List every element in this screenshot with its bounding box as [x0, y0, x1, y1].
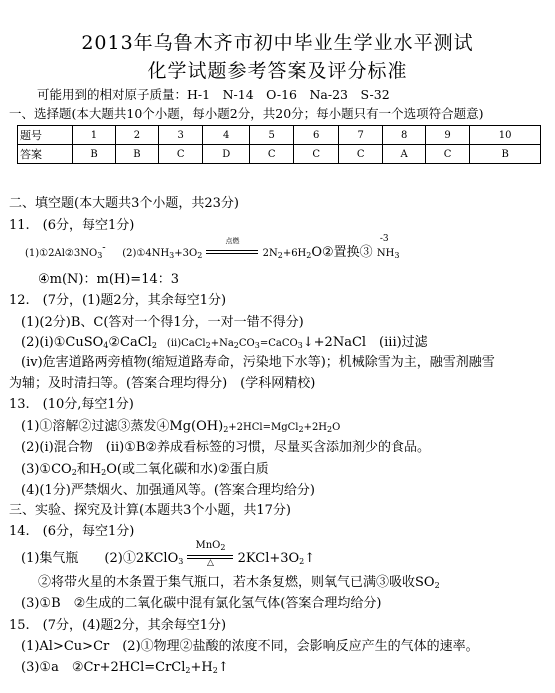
q12-heading: 12. (7分，(1)题2分，其余每空1分) [9, 293, 227, 308]
table-cell: 5 [249, 126, 294, 145]
q13-heading: 13. (10分,每空1分) [9, 397, 134, 412]
table-cell: 8 [383, 126, 425, 145]
q12-line-2: (2)(i)①CuSO$_4$②CaCl$_2$ $(ii)CaCl_2+Na_2CO_3=CaCO_3↓+2NaCl$ (iii)过滤 [21, 335, 428, 350]
table-cell: A [383, 145, 425, 164]
table-cell: 2 [115, 126, 158, 145]
document-subtitle: 化学试题参考答案及评分标准 [147, 60, 408, 82]
heat-catalyst-arrow: MnO$_2$ △ [187, 546, 233, 568]
reaction-arrow: 点燃 [206, 244, 258, 258]
atomic-masses: 可能用到的相对原子质量：H-1 N-14 O-16 Na-23 S-32 [37, 87, 390, 102]
table-row-numbers [18, 126, 541, 145]
table-cell: C [425, 145, 470, 164]
q14-line-1: (1)集气瓶 (2)①2KClO$_3$ MnO$_2$ △ $2KCl+3O_2↑$ [21, 540, 316, 568]
q14-heading: 14. (6分，每空1分) [9, 524, 135, 539]
table-row-answers [18, 145, 541, 164]
table-cell: 6 [294, 126, 339, 145]
q11-answer-line-2: ④m(N)：m(H)=14：3 [38, 272, 180, 287]
nh3-formula: -3 $NH_3$ [376, 234, 400, 260]
section-2-heading: 二、填空题(本大题共3个小题，共23分) [9, 196, 239, 211]
q13-line-3: $(3)①CO_2$和$H_2O$(或二氧化碳和水)②蛋白质 [21, 462, 269, 477]
q13-line-1: (1)①溶解②过滤③蒸发$④Mg(OH)_2+2HCl=MgCl_2+2H_2O$ [21, 419, 341, 434]
q14-line-3: (3)①B ②生成的二氧化碳中混有氯化氢气体(答案合理均给分) [21, 596, 382, 611]
q13-line-2: (2)(i)混合物 (ii)①B②养成看标签的习惯，尽量买含添加剂少的食品。 [21, 440, 431, 455]
table-cell: 10 [470, 126, 541, 145]
q12-line-1: (1)(2分)B、C(答对一个得1分，一对一错不得分) [21, 315, 304, 330]
table-cell: B [115, 145, 158, 164]
q12-line-4: 为辅；及时清扫等。(答案合理均得分) (学科网精校) [9, 376, 316, 391]
q14-line-2: ②将带火星的木条置于集气瓶口，若木条复燃，则氧气已满③吸收$SO_2$ [38, 575, 440, 590]
q15-heading: 15. (7分，(4)题2分，其余每空1分) [9, 618, 227, 633]
document-title: 2013年乌鲁木齐市初中毕业生学业水平测试 [81, 32, 474, 54]
table-cell: D [203, 145, 249, 164]
q11-heading: 11. (6分，每空1分) [9, 218, 135, 233]
table-cell: C [338, 145, 383, 164]
table-cell: B [73, 145, 116, 164]
table-cell: B [470, 145, 541, 164]
q15-line-2: (3)①a $②Cr+2HCl=CrCl_2+H_2↑$ [21, 660, 229, 675]
table-cell: C [294, 145, 339, 164]
table-header-answer: 答案 [18, 145, 73, 164]
table-cell: 3 [158, 126, 203, 145]
q15-line-1: (1)Al>Cu>Cr (2)①物理②盐酸的浓度不同，会影响反应产生的气体的速率。 [21, 639, 479, 654]
table-cell: 9 [425, 126, 470, 145]
table-cell: 7 [338, 126, 383, 145]
q12-line-3: (iv)危害道路两旁植物(缩短道路寿命，污染地下水等)；机械除雪为主，融雪剂融雪 [21, 355, 495, 370]
section-3-heading: 三、实验、探究及计算(本题共3个小题，共17分) [9, 503, 291, 518]
q11-answer-line-1: $(1)①2Al②3NO_3^-$ $(2)①4NH_3+3O_2$ 点燃 $2N_2+6H_2O②$置换③ -3 $NH_3$ [25, 234, 400, 260]
table-cell: C [158, 145, 203, 164]
answer-table [17, 125, 541, 164]
table-cell: 1 [73, 126, 116, 145]
section-1-heading: 一、选择题(本大题共10个小题，每小题2分，共20分；每小题只有一个选项符合题意) [9, 106, 484, 121]
table-cell: C [249, 145, 294, 164]
q13-line-4: (4)(1分)严禁烟火、加强通风等。(答案合理均给分) [21, 483, 315, 498]
table-header-number: 题号 [18, 126, 73, 145]
table-cell: 4 [203, 126, 249, 145]
